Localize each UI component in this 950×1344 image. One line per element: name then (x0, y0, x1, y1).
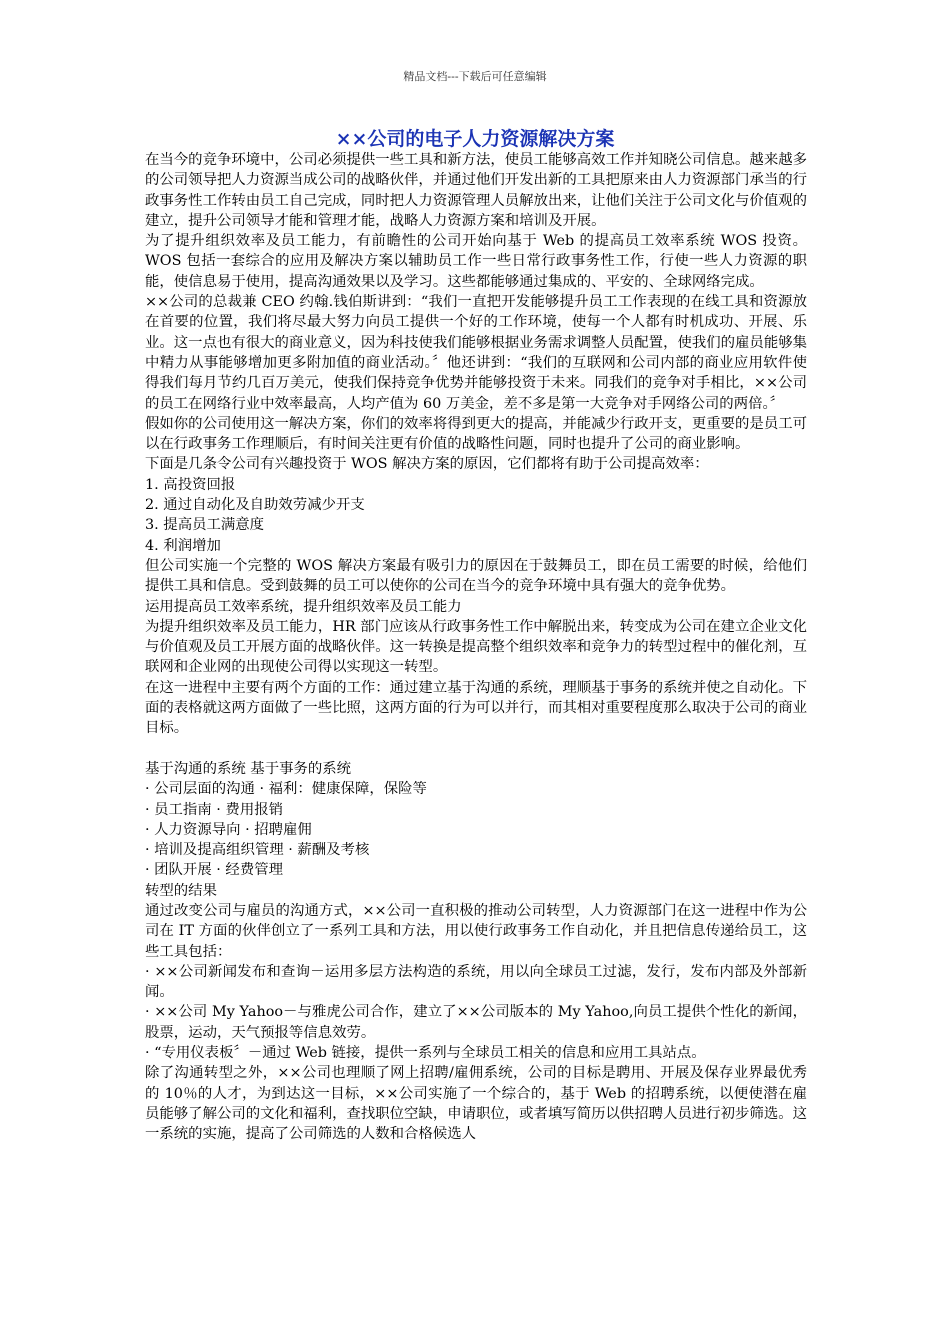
paragraph-recruiting: 除了沟通转型之外，××公司也理顺了网上招聘/雇佣系统，公司的目标是聘用、开展及保存业界最优秀的 10％的人才，为到达这一目标，××公司实施了一个综合的，基于 Web 的招聘系统，以便使潜在雇员能够了解公司的文化和福利，查找职位空缺，申请职位，或者填写简历以供招聘人员进行初步筛选。这一系统的实施，提高了公司筛选的人数和合格候选人 (145, 1065, 807, 1143)
paragraph-intro: 在当今的竞争环境中，公司必须提供一些工具和新方法，使员工能够高效工作并知晓公司信息。越来越多的公司领导把人力资源当成公司的战略伙伴，并通过他们开发出新的工具把原来由人力资源部门承当的行政事务性工作转由员工自己完成，同时把人力资源管理人员解放出来，让他们关注于公司文化与价值观的建立，提升公司领导才能和管理才能，战略人力资源方案和培训及开展。 (145, 152, 807, 229)
document-title: ××公司的电子人力资源解决方案 (335, 128, 615, 150)
paragraph-transformation-results: 通过改变公司与雇员的沟通方式，××公司一直积极的推动公司转型，人力资源部门在这一进程中作为公司在 IT 方面的伙伴创立了一系列工具和方法，用以使行政事务工作自动化，并且把信息传递给员工，这些工具包括： (145, 902, 807, 960)
list-item-reason-1: 1. 高投资回报 (145, 476, 236, 493)
paragraph-two-aspects: 在这一进程中主要有两个方面的工作：通过建立基于沟通的系统，理顺基于事务的系统并使之自动化。下面的表格就这两方面做了一些比照，这两方面的行为可以并行，而其相对重要程度那么取决于公司的商业目标。 (145, 679, 807, 737)
comparison-row: · 员工指南 · 费用报销 (145, 801, 283, 818)
paragraph-ceo-quote: ××公司的总裁兼 CEO 约翰.钱伯斯讲到：“我们一直把开发能够提升员工工作表现的在线工具和资源放在首要的位置，我们将尽最大努力向员工提供一个好的工作环境，使每一个人都有时机成功、开展、乐业。这一点也有很大的商业意义，因为科技使我们能够根据业务需求调整人员配置，使我们的雇员能够集中精力从事能够增加更多附加值的商业活动。〞他还讲到：“我们的互联网和公司内部的商业应用软件使得我们每月节约几百万美元，使我们保持竞争优势并能够投资于未来。同我们的竞争对手相比，××公司的员工在网络行业中效率最高，人均产值为 60 万美金，差不多是第一大竞争对手网络公司的两倍。〞 (145, 294, 807, 412)
paragraph-inspire-employees: 但公司实施一个完整的 WOS 解决方案最有吸引力的原因在于鼓舞员工，即在员工需要的时候，给他们提供工具和信息。受到鼓舞的员工可以使你的公司在当今的竞争环境中具有强大的竞争优势。 (145, 557, 807, 595)
section-heading-results: 转型的结果 (145, 882, 217, 899)
bullet-item-news: · ××公司新闻发布和查询－运用多层方法构造的系统，用以向全球员工过滤，发行，发布内部及外部新闻。 (145, 963, 807, 1001)
document-body (145, 150, 807, 1145)
comparison-row: · 培训及提高组织管理 · 薪酬及考核 (145, 842, 370, 859)
paragraph-reasons-intro: 下面是几条令公司有兴趣投资于 WOS 解决方案的原因，它们都将有助于公司提高效率： (145, 456, 709, 473)
blank-line (145, 739, 807, 759)
list-item-reason-3: 3. 提高员工满意度 (145, 517, 265, 534)
comparison-row: · 团队开展 · 经费管理 (145, 862, 283, 879)
section-heading-efficiency: 运用提高员工效率系统，提升组织效率及员工能力 (145, 598, 462, 615)
comparison-row: · 公司层面的沟通 · 福利：健康保障，保险等 (145, 781, 427, 798)
bullet-item-dashboard: · “专用仪表板〞－通过 Web 链接，提供一系列与全球员工相关的信息和应用工具站点。 (145, 1045, 706, 1062)
paragraph-benefit: 假如你的公司使用这一解决方案，你们的效率将得到更大的提高，并能减少行政开支，更重要的是员工可以在行政事务工作理顺后，有时间关注更有价值的战略性问题，同时也提升了公司的商业影响。 (145, 415, 807, 453)
page-header-note: 精品文档---下载后可任意编辑 (403, 70, 547, 83)
list-item-reason-4: 4. 利润增加 (145, 537, 221, 554)
comparison-header: 基于沟通的系统 基于事务的系统 (145, 760, 352, 777)
bullet-item-my-yahoo: · ××公司 My Yahoo－与雅虎公司合作，建立了××公司版本的 My Yahoo,向员工提供个性化的新闻，股票，运动，天气预报等信息效劳。 (145, 1004, 807, 1041)
paragraph-hr-transformation: 为提升组织效率及员工能力，HR 部门应该从行政事务性工作中解脱出来，转变成为公司在建立企业文化与价值观及员工开展方面的战略伙伴。这一转换是提高整个组织效率和竞争力的转型过程中的催化剂，互联网和企业网的出现使公司得以实现这一转型。 (145, 618, 807, 676)
paragraph-wos-investment: 为了提升组织效率及员工能力，有前瞻性的公司开始向基于 Web 的提高员工效率系统 WOS 投资。WOS 包括一套综合的应用及解决方案以辅助员工作一些日常行政事务性工作，行使一些人力资源的职能，使信息易于使用，提高沟通效果以及学习。这些都能够通过集成的、平安的、全球网络完成。 (145, 233, 807, 290)
list-item-reason-2: 2. 通过自动化及自助效劳减少开支 (145, 497, 365, 514)
comparison-row: · 人力资源导向 · 招聘雇佣 (145, 821, 312, 838)
